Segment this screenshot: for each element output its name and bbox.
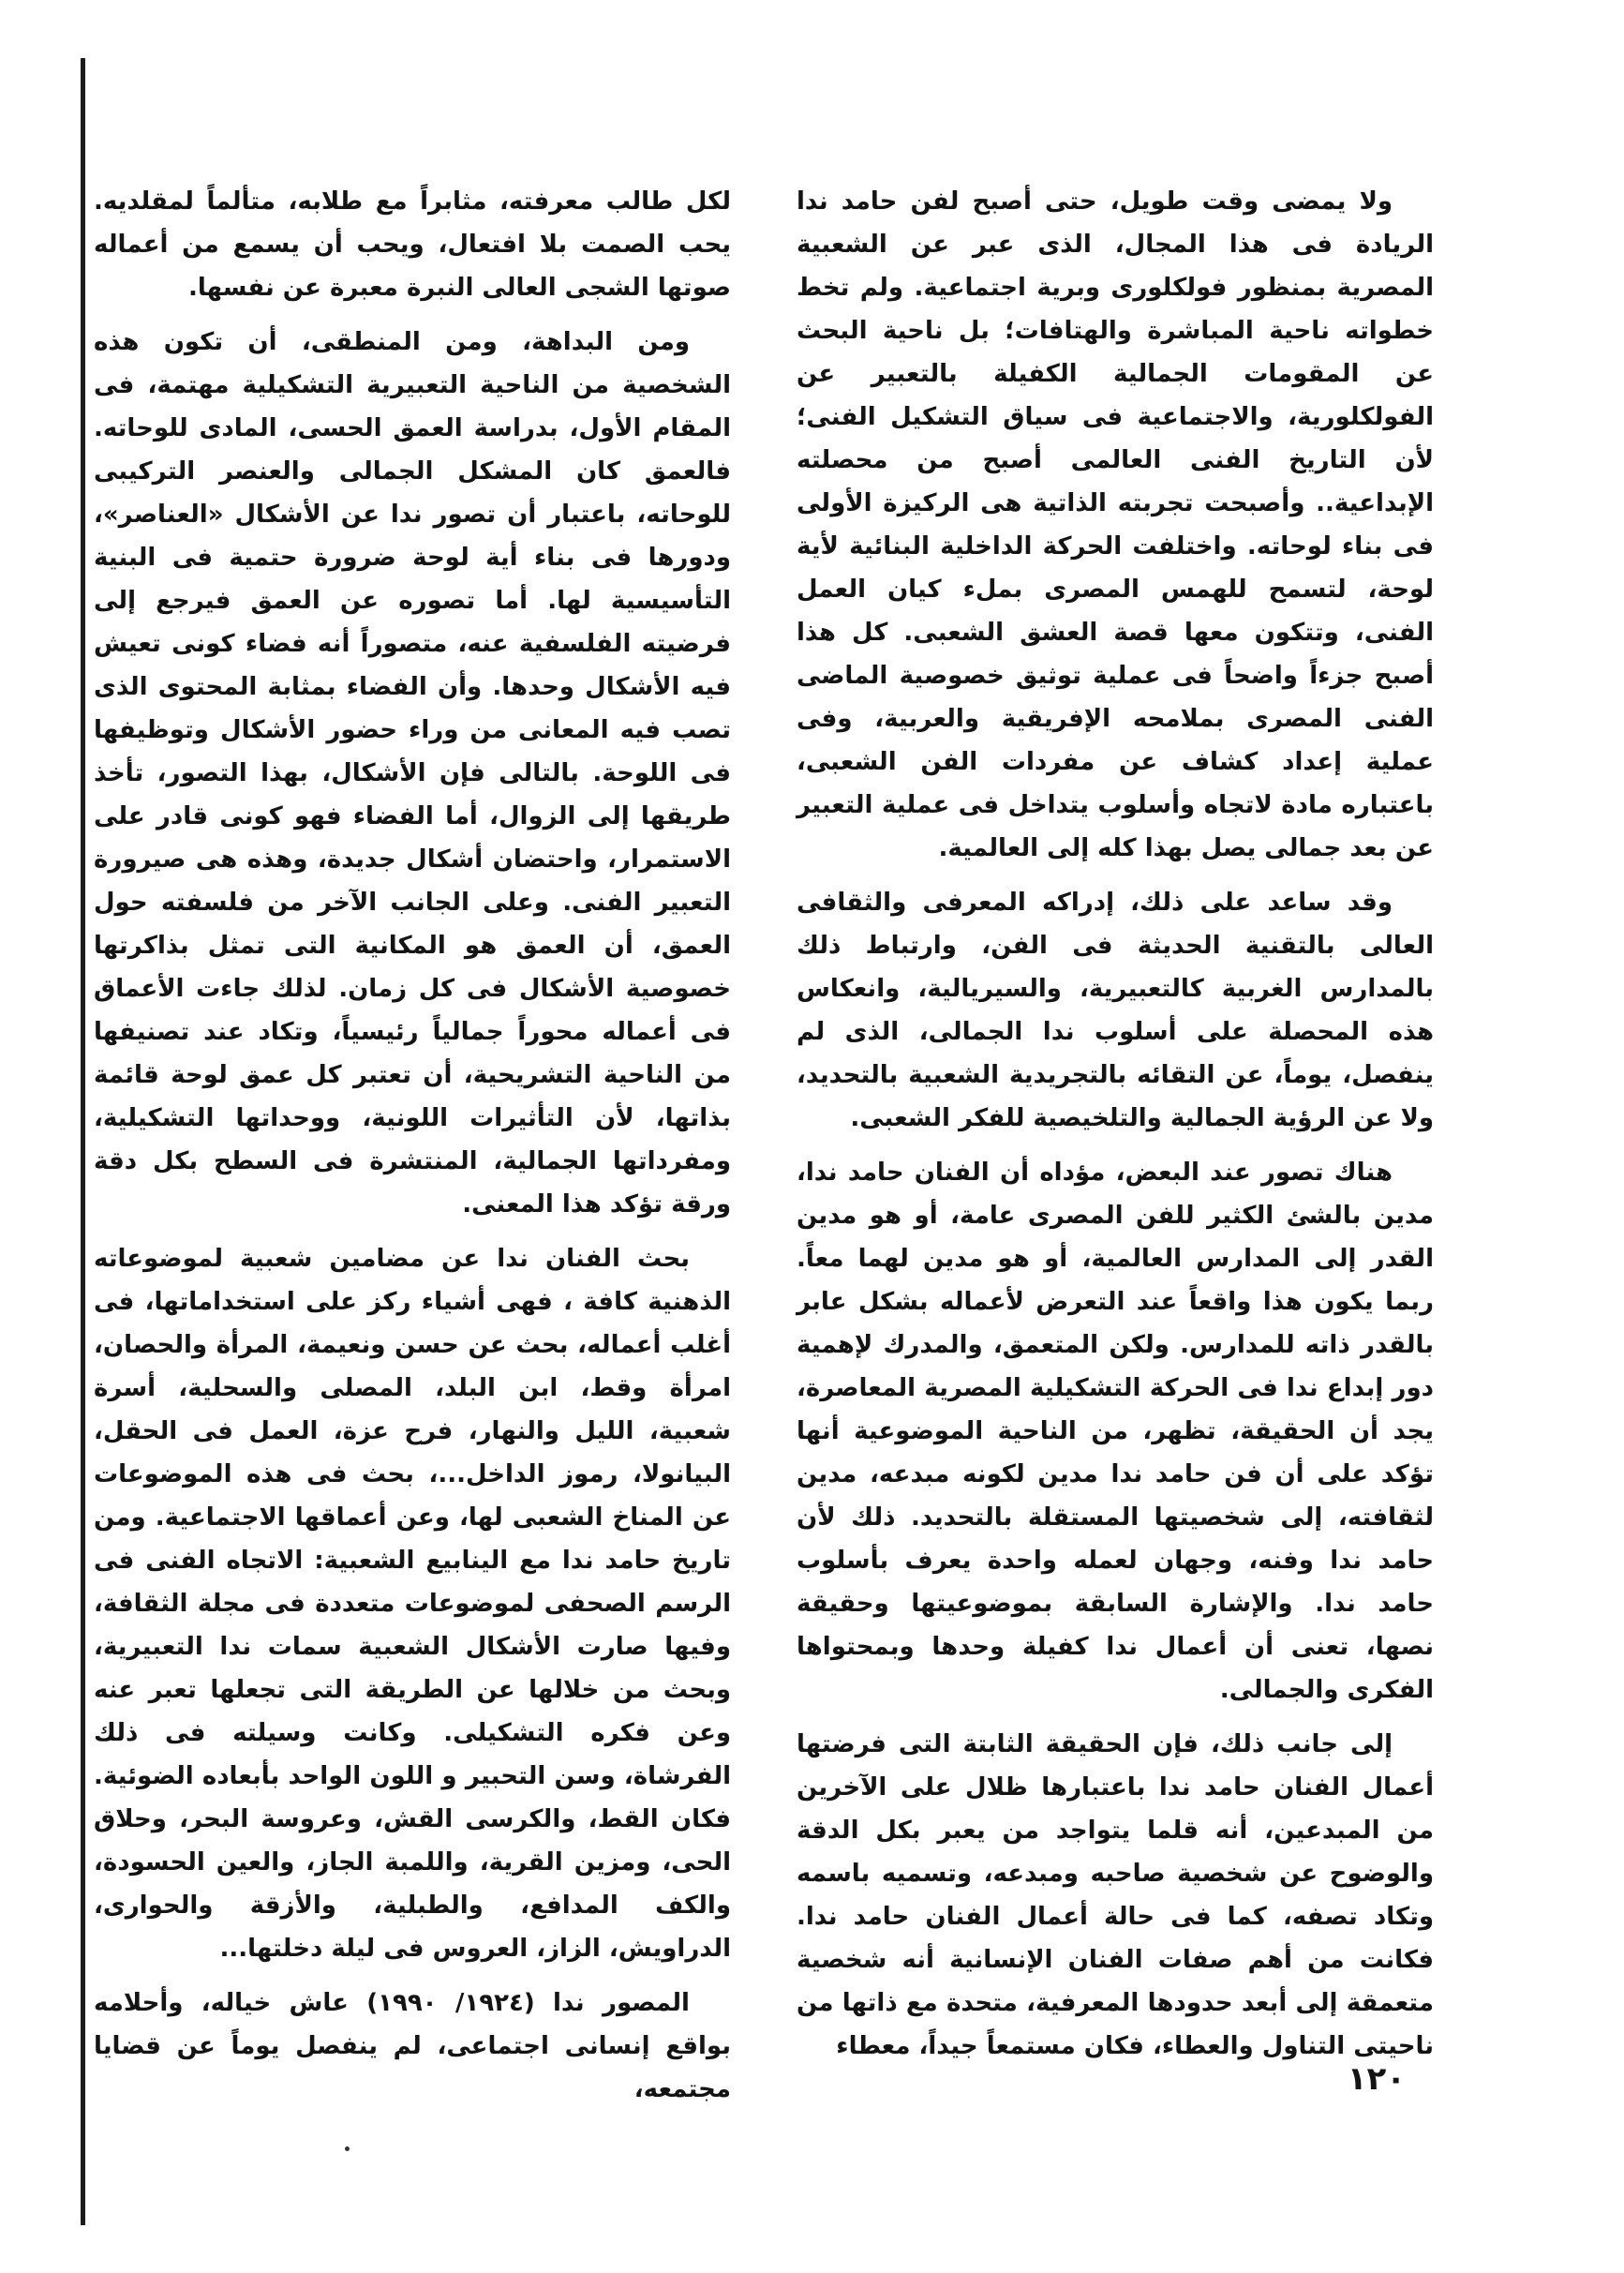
paragraph: وقد ساعد على ذلك، إدراكه المعرفى والثقافى العالى بالتقنية الحديثة فى الفن، وارتباط ذلك بالمدارس الغربية كالتعبيرية، والسيريالية، وانعكاس هذه المحصلة على أسلوب ندا الجمالى، الذى لم ينفصل، يوماً، عن التقائه بالتجريدية الشعبية بالتحديد، ولا عن الرؤية الجمالية والتلخيصية للفكر الشعبى. (797, 889, 1434, 1132)
paragraph: إلى جانب ذلك، فإن الحقيقة الثابتة التى فرضتها أعمال الفنان حامد ندا باعتبارها ظلال على الآخرين من المبدعين، أنه قلما يتواجد من يعبر بكل الدقة والوضوح عن شخصية صاحبه ومبدعه، وتسميه باسمه وتكاد تصفه، كما فى حالة أعمال الفنان حامد ندا. فكانت من أهم صفات الفنان الإنسانية أنه شخصية متعمقة إلى أبعد حدودها المعرفية، متحدة مع ذاتها من ناحيتى التناول والعطاء، فكان مستمعاً جيداً، معطاء (797, 1730, 1434, 2060)
paragraph: بحث الفنان ندا عن مضامين شعبية لموضوعاته الذهنية كافة ، فهى أشياء ركز على استخداماتها، فى أغلب أعماله، بحث عن حسن ونعيمة، المرأة والحصان، امرأة وقط، ابن البلد، المصلى والسحلية، أسرة شعبية، الليل والنهار، فرح عزة، العمل فى الحقل، البيانولا، رموز الداخل...، بحث فى هذه الموضوعات عن المناخ الشعبى لها، وعن أعماقها الاجتماعية. ومن تاريخ حامد ندا مع الينابيع الشعبية: الاتجاه الفنى فى الرسم الصحفى لموضوعات متعددة فى مجلة الثقافة، وفيها صارت الأشكال الشعبية سمات ندا التعبيرية، وبحث من خلالها عن الطريقة التى تجعلها تعبر عنه وعن فكره التشكيلى. وكانت وسيلته فى ذلك الفرشاة، وسن التحبير و اللون الواحد بأبعاده الضوئية. فكان القط، والكرسى القش، وعروسة البحر، وحلاق الحى، ومزين القرية، واللمبة الجاز، والعين الحسودة، والكف المدافع، والطبلية، والأزقة والحوارى، الدراويش، الزاز، العروس فى ليلة دخلتها... (94, 1245, 731, 1963)
paragraph: لكل طالب معرفته، مثابراً مع طلابه، متألماً لمقلديه. يحب الصمت بلا افتعال، ويحب أن يسمع من أعماله صوتها الشجى العالى النبرة معبرة عن نفسها. (94, 187, 731, 302)
right-column (797, 180, 1434, 2079)
left-column (94, 180, 731, 2122)
paragraph: ولا يمضى وقت طويل، حتى أصبح لفن حامد ندا الريادة فى هذا المجال، الذى عبر عن الشعبية المصرية بمنظور فولكلورى وبرية اجتماعية. ولم تخط خطواته ناحية المباشرة والهتافات؛ بل ناحية البحث عن المقومات الجمالية الكفيلة بالتعبير عن الفولكلورية، والاجتماعية فى سياق التشكيل الفنى؛ لأن التاريخ الفنى العالمى أصبح من محصلته الإبداعية.. وأصبحت تجربته الذاتية هى الركيزة الأولى فى بناء لوحاته. واختلفت الحركة الداخلية البنائية لأية لوحة، لتسمح للهمس المصرى بملء كيان العمل الفنى، وتتكون معها قصة العشق الشعبى. كل هذا أصبح جزءاً واضحاً فى عملية توثيق خصوصية الماضى الفنى المصرى بملامحه الإفريقية والعربية، وفى عملية إعداد كشاف عن مفردات الفن الشعبى، باعتباره مادة لاتجاه وأسلوب يتداخل فى عملية التعبير عن بعد جمالى يصل بهذا كله إلى العالمية. (797, 187, 1434, 862)
page-number: ١٢٠ (1347, 2060, 1406, 2098)
paragraph: ومن البداهة، ومن المنطقى، أن تكون هذه الشخصية من الناحية التعبيرية التشكيلية مهتمة، فى المقام الأول، بدراسة العمق الحسى، المادى للوحاته. فالعمق كان المشكل الجمالى والعنصر التركيبى للوحاته، باعتبار أن تصور ندا عن الأشكال «العناصر»، ودورها فى بناء أية لوحة ضرورة حتمية فى البنية التأسيسية لها. أما تصوره عن العمق فيرجع إلى فرضيته الفلسفية عنه، متصوراً أنه فضاء كونى تعيش فيه الأشكال وحدها. وأن الفضاء بمثابة المحتوى الذى تصب فيه المعانى من وراء حضور الأشكال وتوظيفها فى اللوحة. بالتالى فإن الأشكال، بهذا التصور، تأخذ طريقها إلى الزوال، أما الفضاء فهو كونى قادر على الاستمرار، واحتضان أشكال جديدة، وهذه هى صيرورة التعبير الفنى. وعلى الجانب الآخر من فلسفته حول العمق، أن العمق هو المكانية التى تمثل بذاكرتها خصوصية الأشكال فى كل زمان. لذلك جاءت الأعماق فى أعماله محوراً جمالياً رئيسياً، وتكاد عند تصنيفها من الناحية التشريحية، أن تعتبر كل عمق لوحة قائمة بذاتها، لأن التأثيرات اللونية، ووحداتها التشكيلية، ومفرداتها الجمالية، المنتشرة فى السطح بكل دقة ورقة تؤكد هذا المعنى. (94, 328, 731, 1219)
paragraph: هناك تصور عند البعض، مؤداه أن الفنان حامد ندا، مدين بالشئ الكثير للفن المصرى عامة، أو هو مدين القدر إلى المدارس العالمية، أو هو مدين لهما معاً. ربما يكون هذا واقعاً عند التعرض لأعماله بشكل عابر بالقدر ذاته للمدارس. ولكن المتعمق، والمدرك لإهمية دور إبداع ندا فى الحركة التشكيلية المصرية المعاصرة، يجد أن الحقيقة، تظهر، من الناحية الموضوعية أنها تؤكد على أن فن حامد ندا مدين لكونه مبدعه، مدين لثقافته، إلى شخصيتها المستقلة بالتحديد. ذلك لأن حامد ندا وفنه، وجهان لعمله واحدة يعرف بأسلوب حامد ندا. والإشارة السابقة بموضوعيتها وحقيقة نصها، تعنى أن أعمال ندا كفيلة وحدها وبمحتواها الفكرى والجمالى. (797, 1159, 1434, 1704)
margin-rule (81, 58, 85, 2225)
paragraph: المصور ندا (١٩٢٤/ ١٩٩٠) عاش خياله، وأحلامه بواقع إنسانى اجتماعى، لم ينفصل يوماً عن قضايا مجتمعه، (94, 1989, 731, 2103)
scan-speck (345, 2146, 350, 2151)
